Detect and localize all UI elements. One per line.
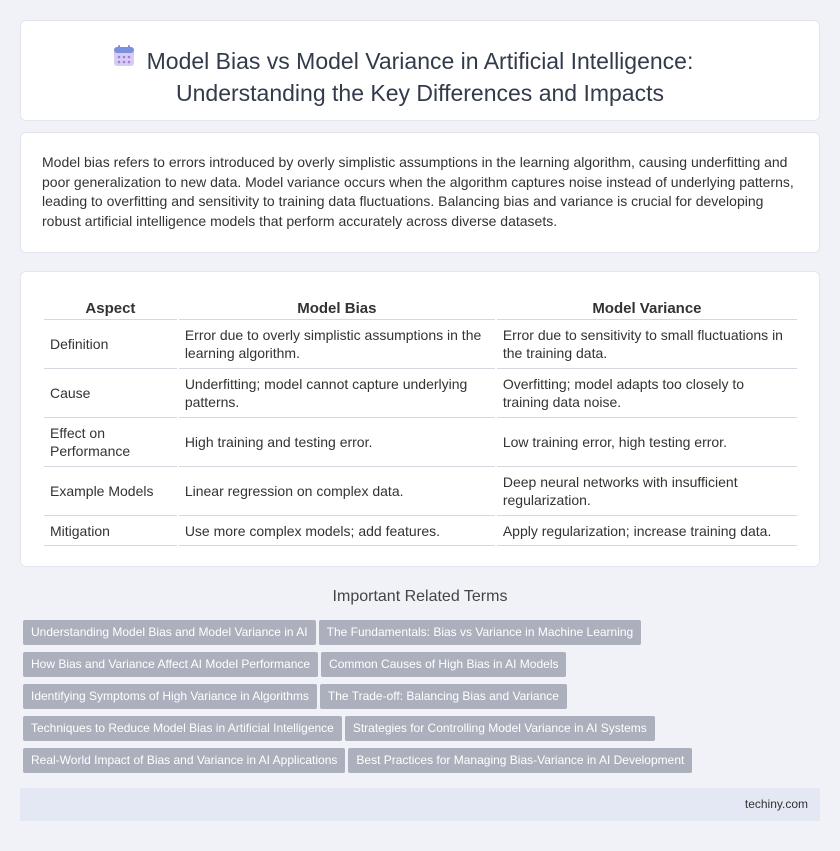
comparison-table: [42, 298, 799, 546]
table-header-row: [44, 298, 797, 320]
related-term-link[interactable]: Techniques to Reduce Model Bias in Artificial Intelligence: [23, 716, 342, 741]
related-term-link[interactable]: The Fundamentals: Bias vs Variance in Machine Learning: [319, 620, 642, 645]
table-cell-aspect: Cause: [44, 369, 177, 418]
table-cell-variance: Deep neural networks with insufficient regularization.: [497, 467, 797, 516]
table-row: [44, 516, 797, 546]
table-row: [44, 320, 797, 369]
footer: [20, 788, 820, 821]
table-row: [44, 418, 797, 467]
tag-row: [23, 652, 813, 684]
intro-card: [20, 132, 820, 253]
page-title-line1: Model Bias vs Model Variance in Artificial Intelligence:: [146, 48, 694, 74]
page-title: [21, 45, 819, 109]
table-cell-variance: Apply regularization; increase training data.: [497, 516, 797, 546]
table-cell-bias: Use more complex models; add features.: [179, 516, 495, 546]
table-row: [44, 467, 797, 516]
related-term-link[interactable]: Common Causes of High Bias in AI Models: [321, 652, 566, 677]
column-header-model-bias: Model Bias: [179, 298, 495, 320]
related-term-link[interactable]: Strategies for Controlling Model Variance in AI Systems: [345, 716, 655, 741]
page-title-line2: Understanding the Key Differences and Impacts: [176, 80, 664, 106]
related-term-link[interactable]: How Bias and Variance Affect AI Model Performance: [23, 652, 318, 677]
header-card: [20, 20, 820, 121]
footer-site-link[interactable]: techiny.com: [744, 797, 808, 811]
table-cell-variance: Error due to sensitivity to small fluctuations in the training data.: [497, 320, 797, 369]
related-terms-heading: Important Related Terms: [332, 588, 508, 605]
table-cell-variance: Overfitting; model adapts too closely to training data noise.: [497, 369, 797, 418]
table-cell-aspect: Definition: [44, 320, 177, 369]
tag-row: [23, 684, 813, 716]
intro-paragraph: Model bias refers to errors introduced by overly simplistic assumptions in the learning algorithm, causing underfitting and poor generalization to new data. Model variance occurs when the algorithm captures noise instead of underlying patterns, leading to overfitting and sensitivity to training data fluctuations. Balancing bias and variance is crucial for developing robust artificial intelligence models that perform accurately across diverse datasets.: [42, 154, 794, 229]
table-cell-aspect: Example Models: [44, 467, 177, 516]
related-term-link[interactable]: Identifying Symptoms of High Variance in Algorithms: [23, 684, 317, 709]
related-term-link[interactable]: Understanding Model Bias and Model Variance in AI: [23, 620, 316, 645]
table-cell-bias: High training and testing error.: [179, 418, 495, 467]
tag-row: [23, 716, 813, 748]
column-header-model-variance: Model Variance: [497, 298, 797, 320]
related-term-link[interactable]: Real-World Impact of Bias and Variance in AI Applications: [23, 748, 345, 773]
table-row: [44, 369, 797, 418]
tag-row: [23, 748, 813, 780]
tag-row: [23, 620, 813, 652]
table-cell-aspect: Effect on Performance: [44, 418, 177, 467]
table-cell-bias: Linear regression on complex data.: [179, 467, 495, 516]
column-header-aspect: Aspect: [44, 298, 177, 320]
related-term-link[interactable]: The Trade-off: Balancing Bias and Variance: [320, 684, 567, 709]
related-terms-list: [23, 620, 813, 780]
table-cell-bias: Error due to overly simplistic assumptions in the learning algorithm.: [179, 320, 495, 369]
table-cell-variance: Low training error, high testing error.: [497, 418, 797, 467]
table-cell-aspect: Mitigation: [44, 516, 177, 546]
comparison-table-card: [20, 271, 820, 567]
related-term-link[interactable]: Best Practices for Managing Bias-Variance in AI Development: [348, 748, 692, 773]
table-cell-bias: Underfitting; model cannot capture underlying patterns.: [179, 369, 495, 418]
